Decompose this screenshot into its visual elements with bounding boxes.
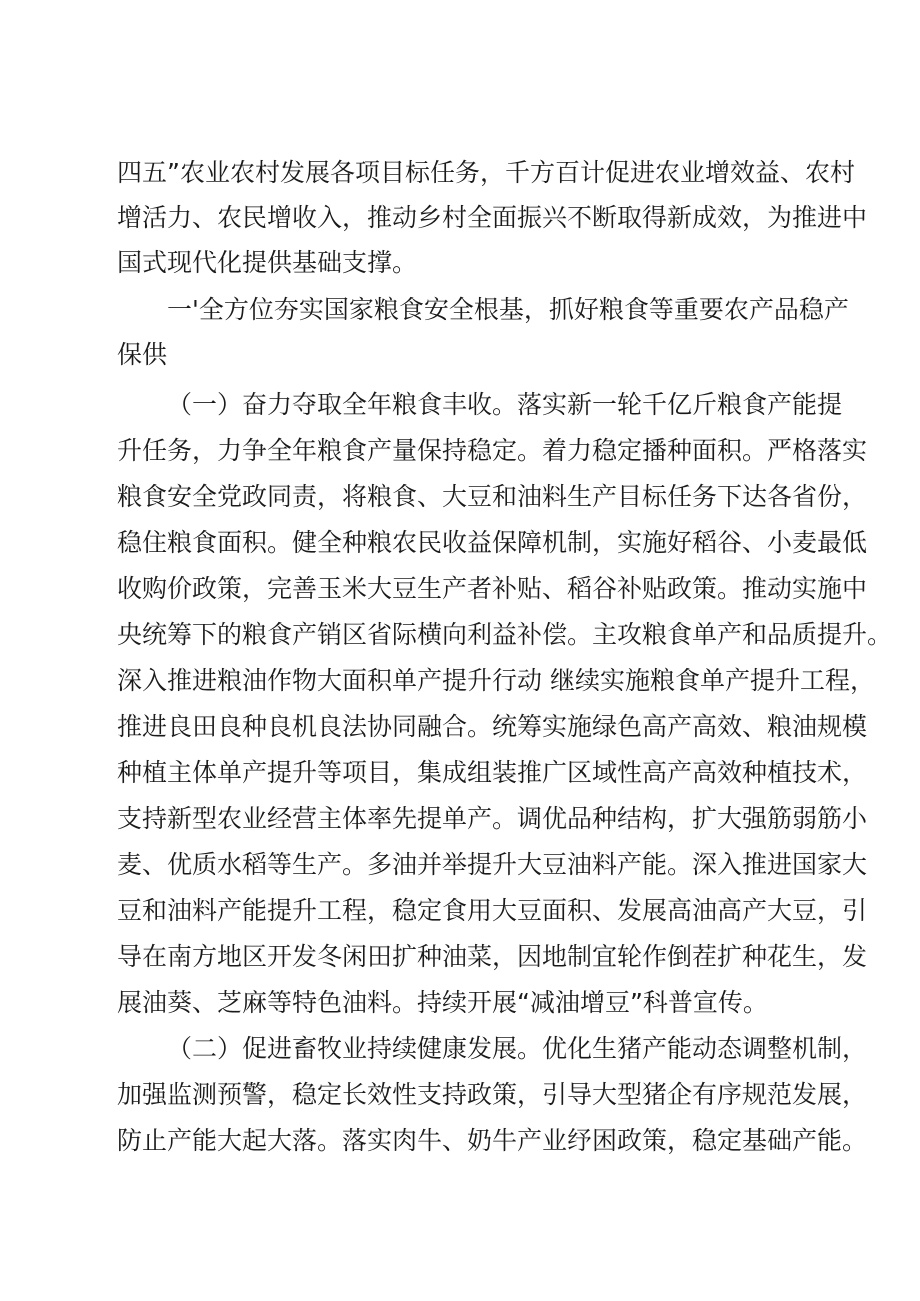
section-heading-continued: 保供 [117,340,168,369]
text-line: 麦、优质水稻等生产。多油并举提升大豆油料产能。深入推进国家大 [117,850,868,879]
text-line: 收购价政策，完善玉米大豆生产者补贴、稻谷补贴政策。推动实施中 [117,574,868,603]
text-line: 豆和油料产能提升工程，稳定食用大豆面积、发展高油高产大豆，引 [117,896,868,925]
text-line: 展油葵、芝麻等特色油料。持续开展“减油增豆”科普宣传。 [117,988,768,1017]
paragraph-start: （二）促进畜牧业持续健康发展。优化生猪产能动态调整机制， [167,1034,868,1063]
text-line: 深入推进粮油作物大面积单产提升行动 继续实施粮食单产提升工程， [117,666,875,695]
text-line: 升任务，力争全年粮食产量保持稳定。着力稳定播种面积。严格落实 [117,436,868,465]
text-line: 防止产能大起大落。落实肉牛、奶牛产业纾困政策，稳定基础产能。 [117,1126,868,1155]
text-line: 支持新型农业经营主体率先提单产。调优品种结构，扩大强筋弱筋小 [117,804,868,833]
text-line: 央统筹下的粮食产销区省际横向利益补偿。主攻粮食单产和品质提升。 [117,620,893,649]
text-line: 导在南方地区开发冬闲田扩种油菜，因地制宜轮作倒茬扩种花生，发 [117,942,868,971]
text-line: 粮食安全党政同责，将粮食、大豆和油料生产目标任务下达各省份， [117,482,868,511]
text-line: 四五”农业农村发展各项目标任务，千方百计促进农业增效益、农村 [117,158,855,187]
text-line: 增活力、农民增收入，推动乡村全面振兴不断取得新成效，为推进中 [117,203,868,232]
text-line: 加强监测预警，稳定长效性支持政策，引导大型猪企有序规范发展， [117,1080,868,1109]
text-line: 种植主体单产提升等项目，集成组装推广区域性高产高效种植技术， [117,758,868,787]
paragraph-start: （一）奋力夺取全年粮食丰收。落实新一轮千亿斤粮食产能提 [167,390,843,419]
text-line: 国式现代化提供基础支撑。 [117,248,418,277]
text-line: 推进良田良种良机良法协同融合。统筹实施绿色高产高效、粮油规模 [117,712,868,741]
text-line: 稳住粮食面积。健全种粮农民收益保障机制，实施好稻谷、小麦最低 [117,528,868,557]
section-heading: 一'全方位夯实国家粮食安全根基，抓好粮食等重要农产品稳产 [167,295,849,324]
